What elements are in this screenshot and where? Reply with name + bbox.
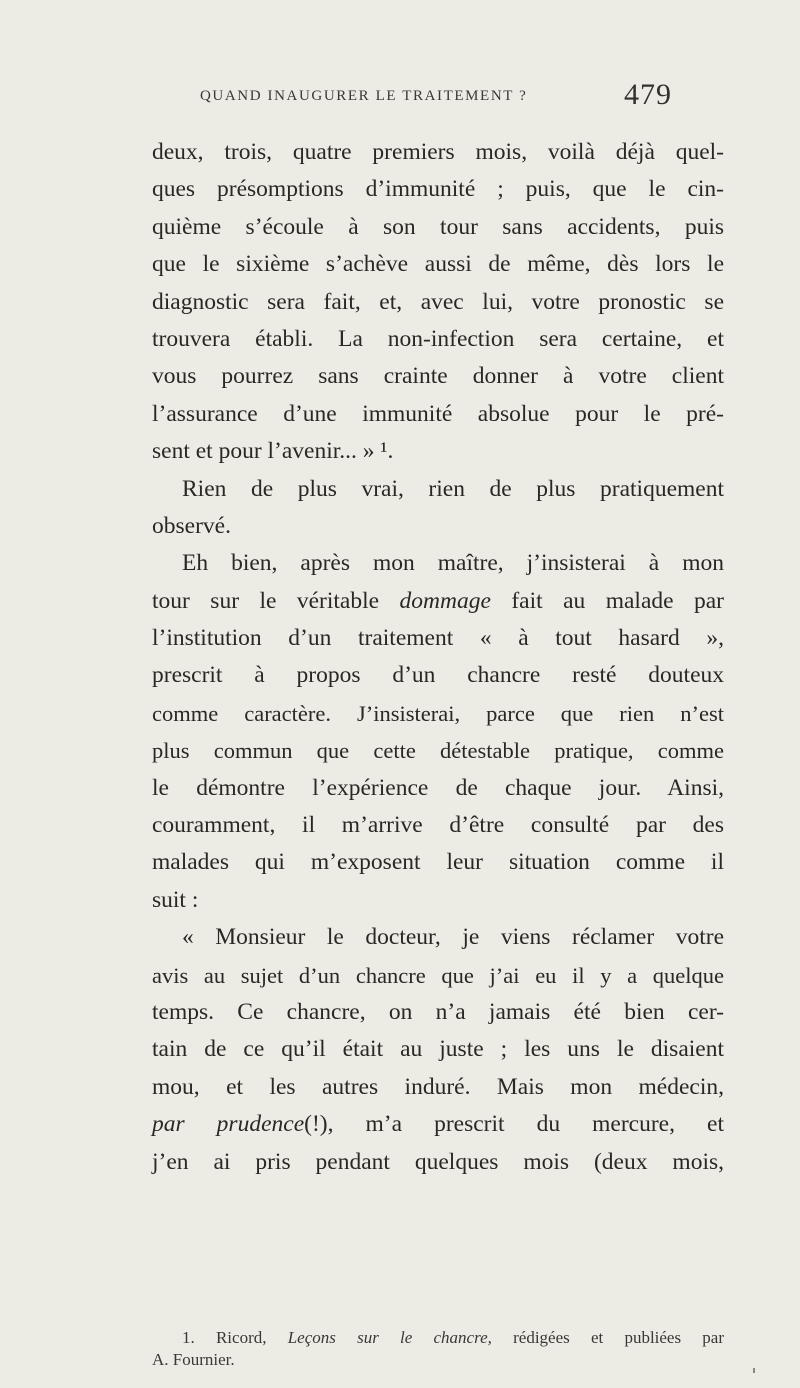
text-line: plus commun que cette détestable pratique, comme — [152, 738, 724, 764]
text-line — [152, 583, 724, 620]
footnote-number: 1. — [182, 1328, 195, 1347]
text-line: j’en ai pris pendant quelques mois (deux mois, — [152, 1148, 724, 1175]
text-line: le démontre l’expérience de chaque jour. Ainsi, — [152, 774, 724, 801]
text-line: avis au sujet d’un chancre que j’ai eu il y a quelque — [152, 962, 724, 988]
running-title: QUAND INAUGURER LE TRAITEMENT ? — [200, 88, 528, 104]
running-head — [200, 78, 680, 118]
text-line: que le sixième s’achève aussi de même, dès lors le — [152, 251, 724, 278]
text-line: mou, et les autres induré. Mais mon médecin, — [152, 1073, 724, 1100]
paper-fleck — [753, 1368, 755, 1373]
text-line: couramment, il m’arrive d’être consulté par des — [152, 812, 724, 839]
footnote-text: rédigées et publiées par — [513, 1328, 725, 1347]
text-line: l’assurance d’une immunité absolue pour le pré- — [152, 400, 724, 427]
text-line: trouvera établi. La non-infection sera certaine, et — [152, 325, 724, 352]
footnote-author: Ricord, — [215, 1328, 267, 1347]
text-line: observé. — [152, 512, 231, 539]
text-line: sent et pour l’avenir... » ¹. — [152, 438, 394, 465]
emphasis-dommage: dommage — [399, 587, 491, 614]
text-line: vous pourrez sans crainte donner à votre client — [152, 363, 724, 390]
text-line: deux, trois, quatre premiers mois, voilà déjà quel- — [152, 139, 724, 165]
page-number: 479 — [624, 78, 672, 111]
text-line: ques présomptions d’immunité ; puis, que le cin- — [152, 176, 724, 203]
text-line: temps. Ce chancre, on n’a jamais été bien cer- — [152, 998, 724, 1025]
text-line: comme caractère. J’insisterai, parce que rien n’est — [152, 700, 724, 726]
text-line: diagnostic sera fait, et, avec lui, votre pronostic se — [152, 288, 724, 315]
text-line: « Monsieur le docteur, je viens réclamer votre — [182, 924, 724, 951]
body-text — [152, 134, 724, 1181]
emphasis-par-prudence: par prudence — [152, 1111, 305, 1138]
text-line: Eh bien, après mon maître, j’insisterai à mon — [182, 550, 724, 577]
footnote-line — [152, 1327, 724, 1349]
text-line: suit : — [152, 886, 199, 913]
text-line: tain de ce qu’il était au juste ; les uns le disaient — [152, 1036, 724, 1063]
text-line: l’institution d’un traitement « à tout hasard », — [152, 625, 724, 652]
text-line: quième s’écoule à son tour sans accidents, puis — [152, 213, 724, 240]
text-fragment: (!), m’a prescrit du mercure, et — [304, 1111, 724, 1138]
text-fragment: tour sur le véritable — [152, 587, 380, 614]
text-fragment: fait au malade par — [511, 587, 725, 614]
text-line: malades qui m’exposent leur situation comme il — [152, 849, 724, 876]
footnote-line: A. Fournier. — [152, 1350, 235, 1369]
text-line — [152, 1106, 724, 1143]
footnote-title: Leçons sur le chancre, — [287, 1328, 492, 1347]
text-line: Rien de plus vrai, rien de plus pratiquement — [182, 475, 724, 502]
footnote — [152, 1327, 724, 1371]
text-line: prescrit à propos d’un chancre resté douteux — [152, 662, 724, 689]
